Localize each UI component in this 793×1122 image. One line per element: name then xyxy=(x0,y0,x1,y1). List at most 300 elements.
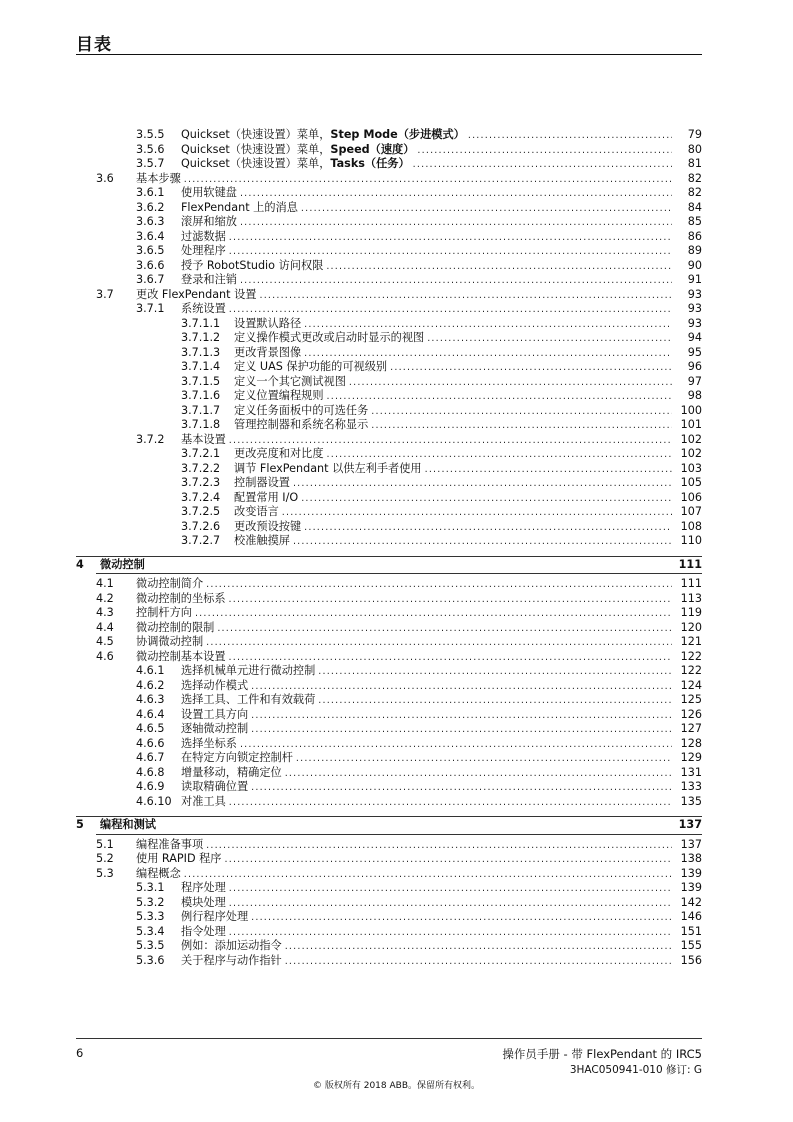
toc-leader-dots xyxy=(285,955,672,970)
toc-entry-page: 96 xyxy=(687,360,702,373)
toc-leader-dots xyxy=(293,535,672,550)
toc-entry-title-part: 更改预设按键 xyxy=(234,519,302,533)
toc-entry-title xyxy=(181,693,318,708)
toc-leader-dots xyxy=(251,680,672,695)
toc-leader-dots xyxy=(326,260,672,275)
toc-entry-page: 98 xyxy=(687,389,702,402)
toc-entry-title xyxy=(234,520,304,535)
toc-leader-dots xyxy=(229,245,672,260)
toc-entry-title-part: Tasks（任务） xyxy=(330,157,410,170)
toc-leader-dots xyxy=(327,448,672,463)
toc-entry-title-part: 定义任务面板中的可选任务 xyxy=(234,403,369,417)
toc-entry-title-part: 程序处理 xyxy=(181,881,226,894)
toc-entry-title xyxy=(136,288,259,303)
toc-entry-title xyxy=(181,881,229,896)
toc-chapter-entry[interactable] xyxy=(0,818,793,833)
toc-entry-number: 3.6.4 xyxy=(136,229,165,243)
chapter-rule-bottom xyxy=(96,573,702,574)
toc-leader-dots xyxy=(240,216,672,231)
toc-entry-title-part: 系统设置 xyxy=(181,302,226,315)
toc-leader-dots xyxy=(240,274,672,289)
toc-leader-dots xyxy=(318,665,672,680)
toc-entry[interactable] xyxy=(0,925,793,940)
toc-entry[interactable] xyxy=(0,679,793,694)
toc-entry-page: 127 xyxy=(680,722,702,735)
toc-entry-number: 3.5.6 xyxy=(136,142,165,156)
toc-entry-page: 122 xyxy=(680,664,702,677)
toc-leader-dots xyxy=(229,231,672,246)
toc-leader-dots xyxy=(251,911,672,926)
toc-entry-number: 4.6.7 xyxy=(136,751,165,764)
toc-entry-page: 156 xyxy=(680,953,702,967)
toc-entry[interactable] xyxy=(0,491,793,506)
toc-leader-dots xyxy=(184,173,672,188)
toc-entry-page: 80 xyxy=(687,142,702,156)
toc-entry-number: 3.6.1 xyxy=(136,186,165,199)
toc-entry-title-part: 授予 RobotStudio 访问权限 xyxy=(181,258,324,272)
toc-entry-title-part: 协调微动控制 xyxy=(136,635,204,648)
toc-entry[interactable] xyxy=(0,650,793,665)
toc-entry-number: 3.6 xyxy=(96,171,114,185)
toc-entry-number: 3.6.3 xyxy=(136,215,165,228)
toc-entry-number: 4.1 xyxy=(96,577,114,590)
toc-entry[interactable] xyxy=(0,520,793,535)
toc-entry[interactable] xyxy=(0,577,793,592)
toc-entry-title xyxy=(181,201,301,216)
toc-entry-number: 5.3.4 xyxy=(136,924,165,938)
toc-entry-title-part: Quickset（快速设置）菜单， xyxy=(181,128,331,141)
header-rule xyxy=(76,54,702,55)
toc-entry-page: 111 xyxy=(678,557,702,571)
toc-entry[interactable] xyxy=(0,621,793,636)
toc-entry-page: 90 xyxy=(687,258,702,272)
toc-entry-number: 5.1 xyxy=(96,837,114,851)
toc-entry-title xyxy=(234,317,304,332)
toc-entry-title xyxy=(181,780,251,795)
toc-entry-number: 4.6.9 xyxy=(136,780,165,793)
toc-entry-number: 3.5.7 xyxy=(136,157,165,170)
toc-entry[interactable] xyxy=(0,910,793,925)
toc-entry-number: 4.6.2 xyxy=(136,678,165,692)
toc-entry-title-part: 微动控制 xyxy=(100,557,145,571)
toc-entry-page: 137 xyxy=(680,837,702,851)
toc-entry-title xyxy=(181,128,468,143)
toc-entry-number: 4.6.5 xyxy=(136,722,165,735)
toc-entry-page: 93 xyxy=(687,302,702,315)
toc-entry-title-part: 选择工具、工件和有效载荷 xyxy=(181,693,316,706)
toc-entry-page: 119 xyxy=(680,606,702,619)
toc-entry[interactable] xyxy=(0,346,793,361)
toc-entry-title xyxy=(136,577,206,592)
toc-entry-number: 3.7.1.3 xyxy=(181,345,221,359)
toc-entry-page: 120 xyxy=(680,620,702,634)
toc-entry-title-part: 微动控制的坐标系 xyxy=(136,591,226,605)
toc-entry-number: 5.3.1 xyxy=(136,881,165,894)
toc-entry-page: 122 xyxy=(680,649,702,663)
toc-leader-dots xyxy=(229,897,672,912)
toc-entry-title xyxy=(181,795,229,810)
toc-entry[interactable] xyxy=(0,505,793,520)
toc-entry-number: 3.7.1.4 xyxy=(181,360,221,373)
toc-leader-dots xyxy=(229,303,672,318)
toc-entry-title-part: 更改背景图像 xyxy=(234,345,302,359)
toc-entry-page: 97 xyxy=(687,374,702,388)
toc-entry[interactable] xyxy=(0,708,793,723)
toc-entry-number: 3.7.1.1 xyxy=(181,316,221,330)
toc-entry-page: 82 xyxy=(687,171,702,185)
toc-leader-dots xyxy=(206,578,672,593)
toc-entry-page: 135 xyxy=(680,794,702,808)
toc-entry-number: 5.3.3 xyxy=(136,910,165,923)
toc-entry-title xyxy=(181,766,285,781)
toc-entry-title-part: 例行程序处理 xyxy=(181,910,249,923)
toc-leader-dots xyxy=(285,940,672,955)
toc-entry-number: 3.7.2.2 xyxy=(181,461,221,475)
toc-entry[interactable] xyxy=(0,404,793,419)
toc-entry-title-part: Step Mode（步进模式） xyxy=(330,128,465,141)
toc-entry[interactable] xyxy=(0,852,793,867)
toc-leader-dots xyxy=(229,434,672,449)
toc-leader-dots xyxy=(282,506,672,521)
toc-entry-page: 106 xyxy=(680,490,702,504)
toc-entry[interactable] xyxy=(0,766,793,781)
toc-entry[interactable] xyxy=(0,447,793,462)
toc-entry-page: 100 xyxy=(680,403,702,417)
toc-entry-page: 81 xyxy=(687,157,702,170)
toc-entry-title-part: 选择机械单元进行微动控制 xyxy=(181,664,316,677)
toc-entry-number: 3.6.5 xyxy=(136,244,165,257)
toc-entry-number: 3.7.2 xyxy=(136,432,165,446)
toc-leader-dots xyxy=(371,405,672,420)
toc-entry-title xyxy=(136,867,184,882)
toc-leader-dots xyxy=(417,144,672,159)
toc-entry-number: 3.5.5 xyxy=(136,128,165,141)
toc-entry-page: 155 xyxy=(680,939,702,952)
toc-entry-title xyxy=(136,592,229,607)
toc-entry-number: 4.6.1 xyxy=(136,664,165,677)
toc-entry-title-part: 定义一个其它测试视图 xyxy=(234,374,346,388)
toc-entry-title-part: 编程和测试 xyxy=(100,818,156,831)
toc-entry-page: 85 xyxy=(687,215,702,228)
toc-entry-title xyxy=(100,818,159,833)
toc-entry[interactable] xyxy=(0,317,793,332)
toc-entry-title xyxy=(181,186,240,201)
toc-entry-number: 4.4 xyxy=(96,620,114,634)
toc-entry-title xyxy=(181,215,240,230)
toc-entry-page: 102 xyxy=(680,432,702,446)
toc-entry-page: 89 xyxy=(687,244,702,257)
toc-entry-page: 139 xyxy=(680,881,702,894)
toc-leader-dots xyxy=(229,593,672,608)
toc-entry-title xyxy=(181,157,413,172)
toc-entry-number: 3.7.1 xyxy=(136,302,165,315)
toc-entry-number: 4.5 xyxy=(96,635,114,648)
toc-entry-number: 5.3.5 xyxy=(136,939,165,952)
toc-entry-title-part: 基本设置 xyxy=(181,432,226,446)
toc-entry[interactable] xyxy=(0,273,793,288)
toc-entry-title xyxy=(181,896,229,911)
toc-entry[interactable] xyxy=(0,331,793,346)
toc-entry[interactable] xyxy=(0,737,793,752)
toc-entry-page: 137 xyxy=(678,818,702,831)
toc-entry-number: 4.6.8 xyxy=(136,765,165,779)
toc-leader-dots xyxy=(251,781,672,796)
toc-entry-title-part: 更改 FlexPendant 设置 xyxy=(136,287,257,301)
toc-entry-title-part: 微动控制的限制 xyxy=(136,620,215,634)
toc-entry[interactable] xyxy=(0,534,793,549)
toc-entry-title-part: 微动控制基本设置 xyxy=(136,649,226,663)
toc-entry[interactable] xyxy=(0,606,793,621)
toc-entry-title xyxy=(181,664,318,679)
toc-entry-page: 101 xyxy=(680,418,702,431)
toc-entry-page: 113 xyxy=(680,591,702,605)
toc-entry-page: 128 xyxy=(680,736,702,750)
toc-entry[interactable] xyxy=(0,215,793,230)
toc-entry-title xyxy=(136,606,195,621)
toc-entry-title-part: FlexPendant 上的消息 xyxy=(181,200,298,214)
toc-entry-page: 146 xyxy=(680,910,702,923)
toc-entry-title-part: 控制器设置 xyxy=(234,476,290,489)
toc-entry-title-part: 使用 RAPID 程序 xyxy=(136,852,222,865)
toc-entry-title xyxy=(234,331,427,346)
toc-entry-title xyxy=(234,360,390,375)
toc-entry-page: 121 xyxy=(680,635,702,648)
toc-entry-page: 110 xyxy=(680,534,702,547)
toc-entry[interactable] xyxy=(0,693,793,708)
chapter-rule-top xyxy=(76,556,702,557)
toc-entry-title xyxy=(181,433,229,448)
toc-entry-title-part: 调节 FlexPendant 以供左利手者使用 xyxy=(234,461,422,475)
toc-entry[interactable] xyxy=(0,433,793,448)
toc-entry[interactable] xyxy=(0,302,793,317)
toc-leader-dots xyxy=(296,752,672,767)
toc-leader-dots xyxy=(240,187,672,202)
toc-entry-title xyxy=(136,838,206,853)
toc-entry-page: 107 xyxy=(680,505,702,518)
toc-entry-title-part: 编程概念 xyxy=(136,866,181,880)
toc-leader-dots xyxy=(318,694,672,709)
toc-entry-title-part: 处理程序 xyxy=(181,244,226,257)
toc-entry-title xyxy=(181,259,326,274)
toc-entry-number: 3.6.7 xyxy=(136,273,165,286)
toc-entry-number: 3.6.2 xyxy=(136,200,165,214)
toc-entry-number: 3.7 xyxy=(96,287,114,301)
chapter-rule-top xyxy=(76,816,702,817)
toc-entry-title-part: 校准触摸屏 xyxy=(234,534,290,547)
toc-entry-title xyxy=(234,462,425,477)
toc-entry[interactable] xyxy=(0,244,793,259)
toc-entry-title xyxy=(136,635,206,650)
toc-entry-title-part: 定义 UAS 保护功能的可视级别 xyxy=(234,360,388,373)
toc-entry-number: 3.7.1.8 xyxy=(181,418,221,431)
toc-entry-title-part: 例如：添加运动指令 xyxy=(181,939,282,952)
toc-leader-dots xyxy=(301,202,672,217)
toc-leader-dots xyxy=(229,926,672,941)
footer-copyright: © 版权所有 2018 ABB。保留所有权利。 xyxy=(313,1081,480,1091)
toc-entry-page: 86 xyxy=(687,229,702,243)
toc-entry[interactable] xyxy=(0,157,793,172)
toc-entry[interactable] xyxy=(0,592,793,607)
toc-entry-title xyxy=(234,418,371,433)
toc-entry-page: 151 xyxy=(680,924,702,938)
toc-entry-page: 129 xyxy=(680,751,702,764)
toc-entry-page: 142 xyxy=(680,895,702,909)
toc-entry[interactable] xyxy=(0,288,793,303)
toc-leader-dots xyxy=(206,636,672,651)
toc-chapter-entry[interactable] xyxy=(0,558,793,573)
toc-entry-title xyxy=(100,558,148,573)
toc-entry-page: 94 xyxy=(687,331,702,344)
toc-entry-title xyxy=(181,230,229,245)
toc-entry[interactable] xyxy=(0,389,793,404)
toc-entry[interactable] xyxy=(0,881,793,896)
toc-entry[interactable] xyxy=(0,780,793,795)
toc-entry-number: 3.7.2.1 xyxy=(181,447,221,460)
toc-entry[interactable] xyxy=(0,418,793,433)
toc-entry-page: 105 xyxy=(680,476,702,489)
toc-entry-number: 3.7.1.5 xyxy=(181,374,221,388)
toc-entry-title xyxy=(181,708,251,723)
toc-entry[interactable] xyxy=(0,230,793,245)
toc-entry-page: 139 xyxy=(680,866,702,880)
toc-entry-number: 4.6.10 xyxy=(136,794,172,808)
toc-entry-title-part: 控制杆方向 xyxy=(136,606,192,619)
toc-entry[interactable] xyxy=(0,635,793,650)
toc-entry-number: 4 xyxy=(76,557,84,571)
toc-entry-title-part: 关于程序与动作指针 xyxy=(181,953,282,967)
toc-entry-title-part: 指令处理 xyxy=(181,924,226,938)
toc-entry-number: 3.7.2.3 xyxy=(181,476,221,489)
toc-entry-title xyxy=(181,939,285,954)
toc-leader-dots xyxy=(304,318,672,333)
toc-entry-page: 93 xyxy=(687,316,702,330)
toc-entry-title xyxy=(181,910,251,925)
toc-entry-page: 125 xyxy=(680,693,702,706)
toc-entry[interactable] xyxy=(0,128,793,143)
toc-entry[interactable] xyxy=(0,795,793,810)
toc-entry-title-part: 微动控制简介 xyxy=(136,577,204,590)
toc-leader-dots xyxy=(206,839,672,854)
toc-entry-page: 111 xyxy=(680,577,702,590)
toc-entry[interactable] xyxy=(0,462,793,477)
toc-entry[interactable] xyxy=(0,838,793,853)
toc-entry[interactable] xyxy=(0,143,793,158)
footer-document-id: 3HAC050941-010 修订: G xyxy=(569,1064,702,1076)
toc-leader-dots xyxy=(427,332,672,347)
toc-entry-title xyxy=(181,737,240,752)
toc-entry-title xyxy=(234,404,371,419)
chapter-rule-bottom xyxy=(96,834,702,835)
toc-entry-title-part: 编程准备事项 xyxy=(136,837,204,851)
toc-entry-title-part: 读取精确位置 xyxy=(181,780,249,793)
toc-entry[interactable] xyxy=(0,722,793,737)
toc-leader-dots xyxy=(195,607,672,622)
toc-entry-title xyxy=(234,447,327,462)
toc-entry[interactable] xyxy=(0,186,793,201)
toc-entry-title xyxy=(181,679,251,694)
toc-entry-page: 102 xyxy=(680,447,702,460)
toc-entry[interactable] xyxy=(0,664,793,679)
toc-entry-number: 4.6.3 xyxy=(136,693,165,706)
toc-entry[interactable] xyxy=(0,172,793,187)
toc-entry-page: 124 xyxy=(680,678,702,692)
toc-entry-page: 79 xyxy=(687,128,702,141)
toc-leader-dots xyxy=(371,419,672,434)
toc-entry-number: 3.7.1.2 xyxy=(181,331,221,344)
toc-entry-title-part: 对准工具 xyxy=(181,794,226,808)
toc-entry[interactable] xyxy=(0,939,793,954)
toc-entry-title-part: 选择坐标系 xyxy=(181,736,237,750)
toc-entry-title-part: 基本步骤 xyxy=(136,171,181,185)
toc-entry-title xyxy=(136,172,184,187)
toc-entry-page: 95 xyxy=(687,345,702,359)
toc-entry-title-part: 登录和注销 xyxy=(181,273,237,286)
toc-entry[interactable] xyxy=(0,896,793,911)
toc-entry-title-part: 更改亮度和对比度 xyxy=(234,447,324,460)
toc-leader-dots xyxy=(229,882,672,897)
toc-entry-number: 5.2 xyxy=(96,852,114,865)
toc-entry[interactable] xyxy=(0,476,793,491)
toc-entry-title xyxy=(181,751,296,766)
toc-entry-title-part: 选择动作模式 xyxy=(181,678,249,692)
toc-entry-title-part: 设置工具方向 xyxy=(181,707,249,721)
toc-entry-page: 93 xyxy=(687,287,702,301)
toc-leader-dots xyxy=(251,723,672,738)
toc-entry-number: 5.3.6 xyxy=(136,953,165,967)
toc-leader-dots xyxy=(425,463,672,478)
toc-leader-dots xyxy=(413,158,672,173)
toc-entry-number: 5 xyxy=(76,818,84,831)
toc-entry[interactable] xyxy=(0,201,793,216)
toc-entry-number: 4.6 xyxy=(96,649,114,663)
toc-entry-number: 4.6.4 xyxy=(136,707,165,721)
toc-leader-dots xyxy=(240,738,672,753)
toc-entry-title-part: 设置默认路径 xyxy=(234,316,302,330)
toc-entry-title xyxy=(234,505,282,520)
footer-page-number: 6 xyxy=(76,1046,84,1060)
toc-entry-number: 4.3 xyxy=(96,606,114,619)
toc-entry-title xyxy=(234,534,293,549)
toc-entry-number: 3.7.1.6 xyxy=(181,389,221,402)
toc-entry[interactable] xyxy=(0,375,793,390)
toc-entry[interactable] xyxy=(0,751,793,766)
toc-entry-title-part: 改变语言 xyxy=(234,505,279,518)
toc-entry-title-part: 模块处理 xyxy=(181,895,226,909)
toc-entry-page: 82 xyxy=(687,186,702,199)
toc-entry-page: 84 xyxy=(687,200,702,214)
toc-entry-page: 138 xyxy=(680,852,702,865)
toc-leader-dots xyxy=(304,521,672,536)
toc-entry-title xyxy=(181,244,229,259)
toc-entry-page: 108 xyxy=(680,519,702,533)
toc-entry-title-part: 定义位置编程规则 xyxy=(234,389,324,402)
toc-entry-page: 103 xyxy=(680,461,702,475)
toc-entry[interactable] xyxy=(0,954,793,969)
toc-entry-title-part: 配置常用 I/O xyxy=(234,490,299,504)
toc-entry-title xyxy=(181,722,251,737)
toc-entry-title-part: 在特定方向锁定控制杆 xyxy=(181,751,293,764)
toc-entry[interactable] xyxy=(0,360,793,375)
toc-entry-title xyxy=(181,273,240,288)
toc-entry-title xyxy=(234,476,293,491)
toc-entry-number: 3.6.6 xyxy=(136,258,165,272)
toc-entry-title-part: 滚屏和缩放 xyxy=(181,215,237,228)
toc-entry[interactable] xyxy=(0,259,793,274)
toc-entry-page: 133 xyxy=(680,780,702,793)
toc-entry-title xyxy=(234,375,349,390)
toc-entry[interactable] xyxy=(0,867,793,882)
toc-entry-title-part: 过滤数据 xyxy=(181,229,226,243)
